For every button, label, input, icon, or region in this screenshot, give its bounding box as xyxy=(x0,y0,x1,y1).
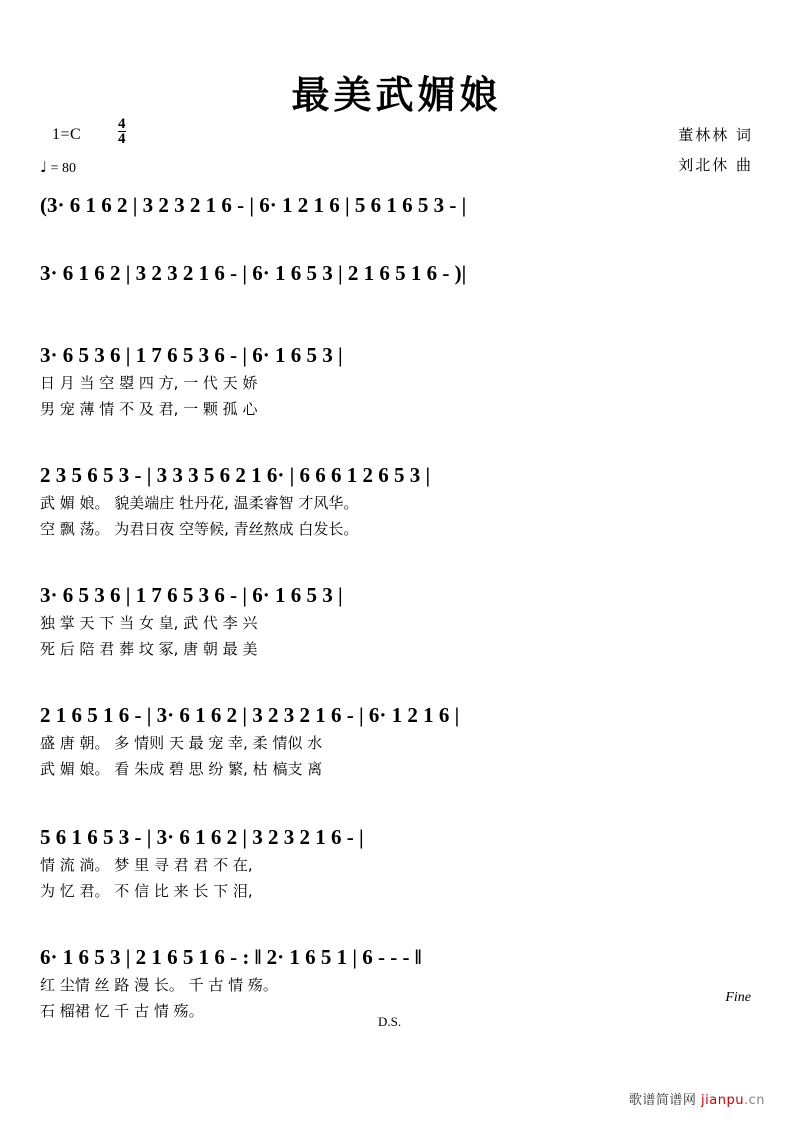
site-name-cn: 歌谱简谱网 xyxy=(628,1093,697,1108)
lyric-line-verse2: 石 榴裙 忆 千 古 情 殇。 xyxy=(40,1002,204,1020)
lyric-line-verse1: 独 掌 天 下 当 女 皇, 武 代 李 兴 xyxy=(40,614,258,632)
lyric-line-verse2: 武 媚 娘。 看 朱成 碧 思 纷 繁, 枯 槁支 离 xyxy=(40,760,323,778)
notation-line: 3· 6 5 3 6 | 1 7 6 5 3 6 - | 6· 1 6 5 3 | xyxy=(40,583,343,607)
notation-line: 2 1 6 5 1 6 - | 3· 6 1 6 2 | 3 2 3 2 1 6 - | 6· 1 2 1 6 | xyxy=(40,703,460,727)
site-tld: .cn xyxy=(743,1093,765,1108)
notation-line: 3· 6 5 3 6 | 1 7 6 5 3 6 - | 6· 1 6 5 3 | xyxy=(40,343,343,367)
time-signature-numerator: 4 xyxy=(118,116,126,132)
notation-line: 6· 1 6 5 3 | 2 1 6 5 1 6 - : ‖ 2· 1 6 5 1 | 6 - - - ‖ xyxy=(40,945,422,969)
notation-line: 3· 6 1 6 2 | 3 2 3 2 1 6 - | 6· 1 6 5 3 | 2 1 6 5 1 6 - )| xyxy=(40,261,467,285)
fine-marking: Fine xyxy=(725,990,751,1005)
lyric-line-verse1: 日 月 当 空 曌 四 方, 一 代 天 娇 xyxy=(40,374,258,392)
credits xyxy=(678,120,753,180)
time-signature xyxy=(118,118,126,146)
notation-line: (3· 6 1 6 2 | 3 2 3 2 1 6 - | 6· 1 2 1 6 | 5 6 1 6 5 3 - | xyxy=(40,193,467,217)
music-system-6 xyxy=(40,700,756,782)
lyric-line-verse1: 红 尘情 丝 路 漫 长。 千 古 情 殇。 xyxy=(40,976,278,994)
lyric-line-verse2: 空 飘 荡。 为君日夜 空等候, 青丝熬成 白发长。 xyxy=(40,520,359,538)
lyric-line-verse2: 男 宠 薄 情 不 及 君, 一 颗 孤 心 xyxy=(40,400,258,418)
music-system-2 xyxy=(40,258,756,288)
lyric-line-verse1: 情 流 淌。 梦 里 寻 君 君 不 在, xyxy=(40,856,253,874)
music-system-1 xyxy=(40,190,756,220)
quarter-note-icon: ♩ xyxy=(40,158,48,176)
notation-line: 2 3 5 6 5 3 - | 3 3 3 5 6 2 1 6· | 6 6 6 1 2 6 5 3 | xyxy=(40,463,431,487)
music-system-8 xyxy=(40,942,756,1024)
lyric-line-verse1: 武 媚 娘。 貌美端庄 牡丹花, 温柔睿智 才风华。 xyxy=(40,494,359,512)
tempo-value: = 80 xyxy=(50,161,76,176)
music-system-4 xyxy=(40,460,756,542)
composer-credit: 刘北休 曲 xyxy=(678,156,753,174)
ds-marking: D.S. xyxy=(378,1014,402,1029)
site-watermark xyxy=(629,1089,765,1108)
music-system-3 xyxy=(40,340,756,422)
tempo-marking xyxy=(40,158,76,177)
music-system-5 xyxy=(40,580,756,662)
music-system-7 xyxy=(40,822,756,904)
notation-line: 5 6 1 6 5 3 - | 3· 6 1 6 2 | 3 2 3 2 1 6 - | xyxy=(40,825,364,849)
site-url: jianpu xyxy=(701,1093,744,1108)
lyric-line-verse1: 盛 唐 朝。 多 情则 天 最 宠 幸, 柔 情似 水 xyxy=(40,734,323,752)
key-signature: 1=C xyxy=(52,126,82,143)
lyric-line-verse2: 为 忆 君。 不 信 比 来 长 下 泪, xyxy=(40,882,253,900)
lyric-line-verse2: 死 后 陪 君 葬 坟 冢, 唐 朝 最 美 xyxy=(40,640,258,658)
time-signature-denominator: 4 xyxy=(118,131,126,147)
lyricist-credit: 董林林 词 xyxy=(678,126,753,144)
page-title: 最美武媚娘 xyxy=(291,73,502,117)
